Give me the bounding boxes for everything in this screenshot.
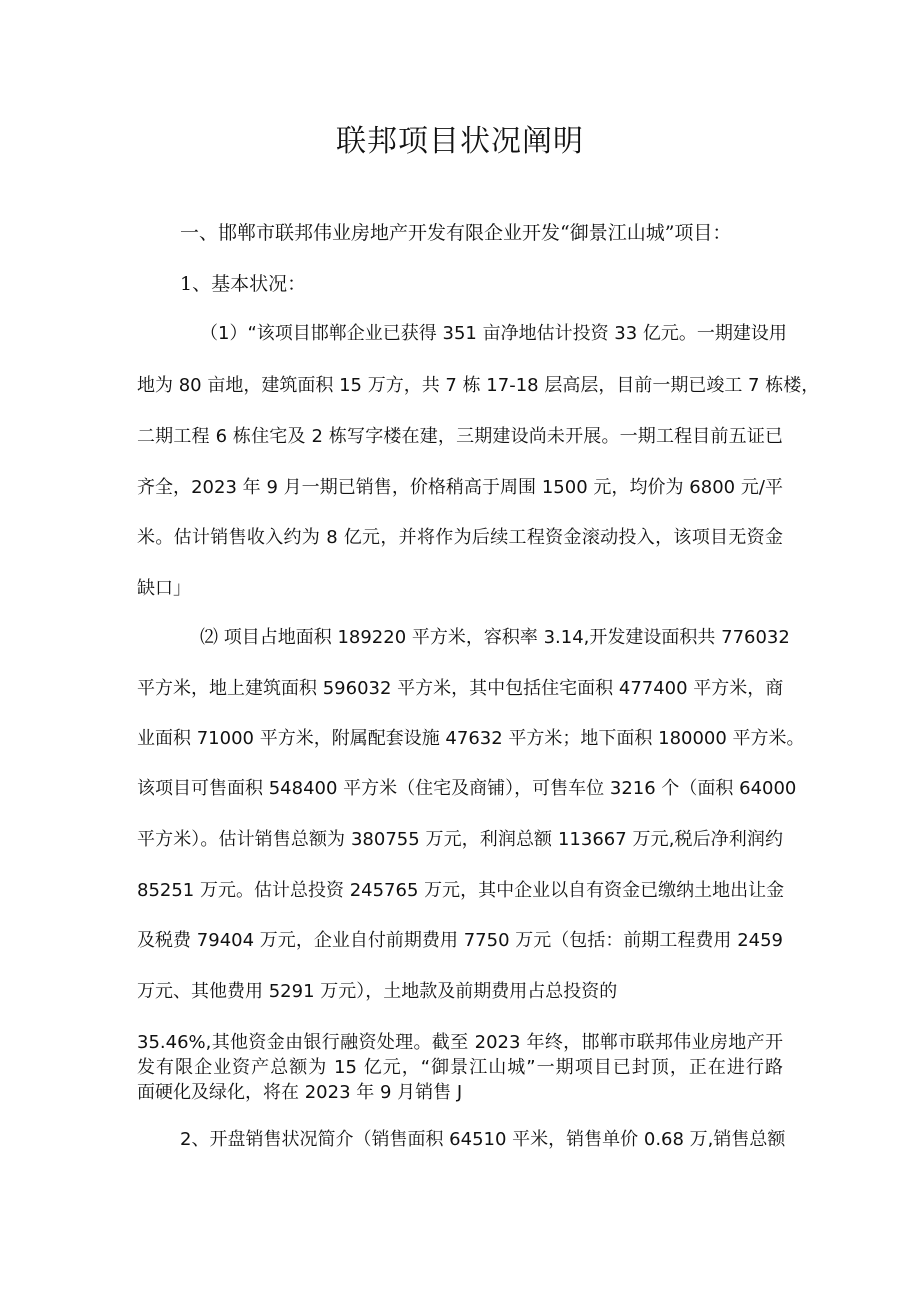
paragraph-2-line: 业面积 71000 平方米，附属配套设施 47632 平方米；地下面积 180000 平方米。 [137,728,805,749]
document-title: 联邦项目状况阐明 [336,124,584,159]
paragraph-1-line: 地为 80 亩地，建筑面积 15 万方，共 7 栋 17-18 层高层，目前一期已竣工 7 栋楼， [137,375,820,396]
section-heading: 一、邯郸市联邦伟业房地产开发有限企业开发“御景江山城”项目： [180,222,732,244]
paragraph-2-line: 平方米）。估计销售总额为 380755 万元，利润总额 113667 万元,税后净利润约 [137,829,783,850]
subsection-heading-basic-status: 1、基本状况： [180,273,307,295]
paragraph-3-line: 35.46%,其他资金由银行融资处理。截至 2023 年终，邯郸市联邦伟业房地产开 [137,1032,783,1053]
paragraph-2-line: 万元、其他费用 5291 万元），土地款及前期费用占总投资的 [137,981,618,1002]
paragraph-3-line: 发有限企业资产总额为 15 亿元，“御景江山城”一期项目已封顶，正在进行路 [137,1057,783,1078]
paragraph-2-line: 该项目可售面积 548400 平方米（住宅及商铺），可售车位 3216 个（面积 64000 [137,778,797,799]
paragraph-3-line: 面硬化及绿化，将在 2023 年 9 月销售 J [137,1082,463,1103]
paragraph-1-line: 缺口」 [137,578,191,599]
paragraph-2-line: ⑵ 项目占地面积 189220 平方米，容积率 3.14,开发建设面积共 776032 [200,627,790,648]
paragraph-1-line: 米。估计销售收入约为 8 亿元，并将作为后续工程资金滚动投入，该项目无资金 [137,527,783,548]
paragraph-2-line: 及税费 79404 万元，企业自付前期费用 7750 万元（包括：前期工程费用 2459 [137,930,783,951]
paragraph-1-line: （1）“该项目邯郸企业已获得 351 亩净地估计投资 33 亿元。一期建设用 [200,323,787,344]
paragraph-2-line: 平方米，地上建筑面积 596032 平方米，其中包括住宅面积 477400 平方米，商 [137,678,784,699]
paragraph-2-line: 85251 万元。估计总投资 245765 万元，其中企业以自有资金已缴纳土地出让金 [137,880,785,901]
paragraph-1-line: 齐全，2023 年 9 月一期已销售，价格稍高于周围 1500 元，均价为 6800 元/平 [137,477,783,498]
paragraph-1-line: 二期工程 6 栋住宅及 2 栋写字楼在建，三期建设尚未开展。一期工程目前五证已 [137,426,783,447]
subsection-heading-sales: 2、开盘销售状况简介（销售面积 64510 平米，销售单价 0.68 万,销售总额 [180,1129,786,1150]
